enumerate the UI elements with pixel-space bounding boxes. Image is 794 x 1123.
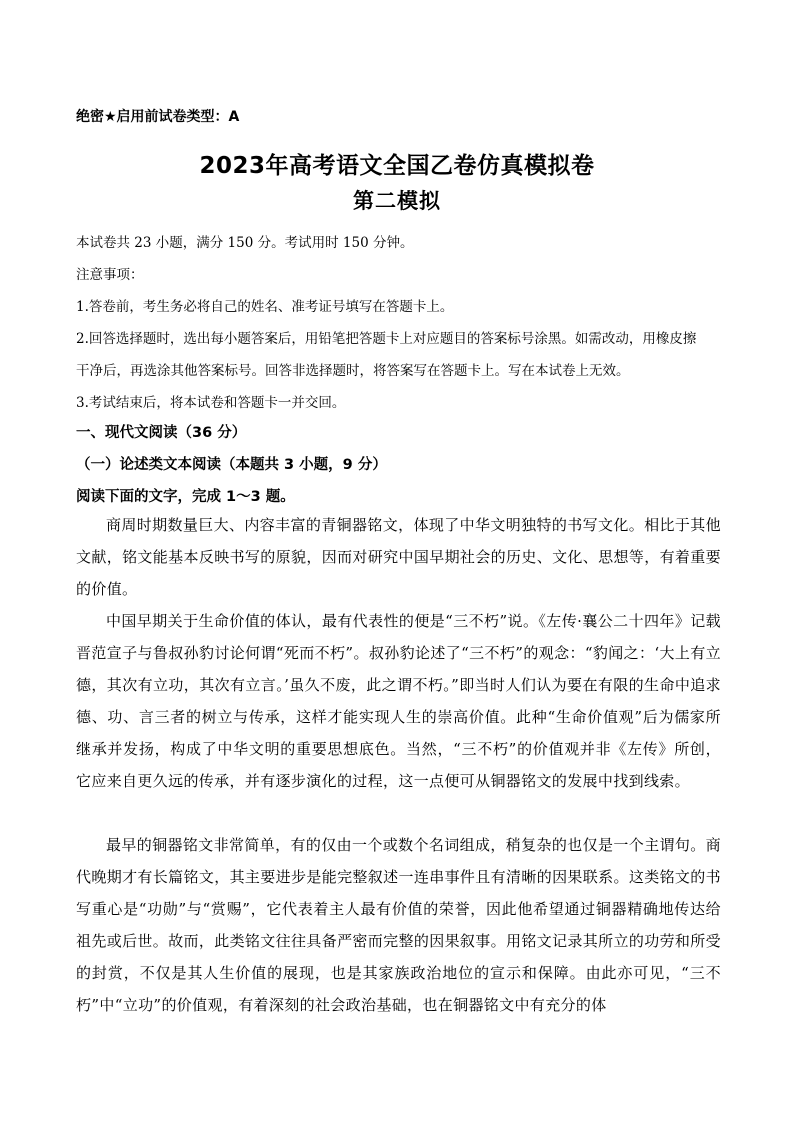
notices-heading: 注意事项： <box>76 267 144 283</box>
notice-item-3: 3.考试结束后，将本试卷和答题卡一并交回。 <box>76 395 346 411</box>
passage-paragraph-1: 商周时期数量巨大、内容丰富的青铜器铭文，体现了中华文明独特的书写文化。相比于其他文献，铭文能基本反映书写的原貌，因而对研究中国早期社会的历史、文化、思想等，有着重要的价值。 <box>76 516 721 598</box>
notice-item-2-line-1: 2.回答选择题时，选出每小题答案后，用铅笔把答题卡上对应题目的答案标号涂黑。如需改动，用橡皮擦 <box>76 331 697 347</box>
exam-info: 本试卷共 23 小题，满分 150 分。考试用时 150 分钟。 <box>76 235 414 251</box>
exam-subtitle: 第二模拟 <box>353 189 441 213</box>
exam-title: 2023年高考语文全国乙卷仿真模拟卷 <box>199 153 595 179</box>
confidential-label: 绝密★启用前试卷类型：A <box>76 109 240 125</box>
reading-instruction: 阅读下面的文字，完成 1～3 题。 <box>76 489 295 505</box>
notice-item-2-line-2: 干净后，再选涂其他答案标号。回答非选择题时，将答案写在答题卡上。写在本试卷上无效。 <box>76 363 630 379</box>
passage-paragraph-3: 最早的铜器铭文非常简单，有的仅由一个或数个名词组成，稍复杂的也仅是一个主谓句。商代晚期才有长篇铭文，其主要进步是能完整叙述一连串事件且有清晰的因果联系。这类铭文的书写重心是“功勋”与“赏赐”，它代表着主人最有价值的荣誉，因此他希望通过铜器精确地传达给祖先或后世。故而，此类铭文往往具备严密而完整的因果叙事。用铭文记录其所立的功劳和所受的封赏，不仅是其人生价值的展现，也是其家族政治地位的宣示和保障。由此亦可见，“三不朽”中“立功”的价值观，有着深刻的社会政治基础，也在铜器铭文中有充分的体 <box>76 836 721 1014</box>
subsection-heading: （一）论述类文本阅读（本题共 3 小题，9 分） <box>76 457 387 473</box>
section-heading: 一、现代文阅读（36 分） <box>76 425 247 441</box>
passage-paragraph-2: 中国早期关于生命价值的体认，最有代表性的便是“三不朽”说。《左传·襄公二十四年》记载晋范宣子与鲁叔孙豹讨论何谓“死而不朽”。叔孙豹论述了“三不朽”的观念：“豹闻之：‘大上有立德，其次有立功，其次有立言。’虽久不废，此之谓不朽。”即当时人们认为要在有限的生命中追求德、功、言三者的树立与传承，这样才能实现人生的崇高价值。此种“生命价值观”后为儒家所继承并发扬，构成了中华文明的重要思想底色。当然，“三不朽”的价值观并非《左传》所创，它应来自更久远的传承，并有逐步演化的过程，这一点便可从铜器铭文的发展中找到线索。 <box>76 612 721 790</box>
notice-item-1: 1.答卷前，考生务必将自己的姓名、准考证号填写在答题卡上。 <box>76 299 454 315</box>
